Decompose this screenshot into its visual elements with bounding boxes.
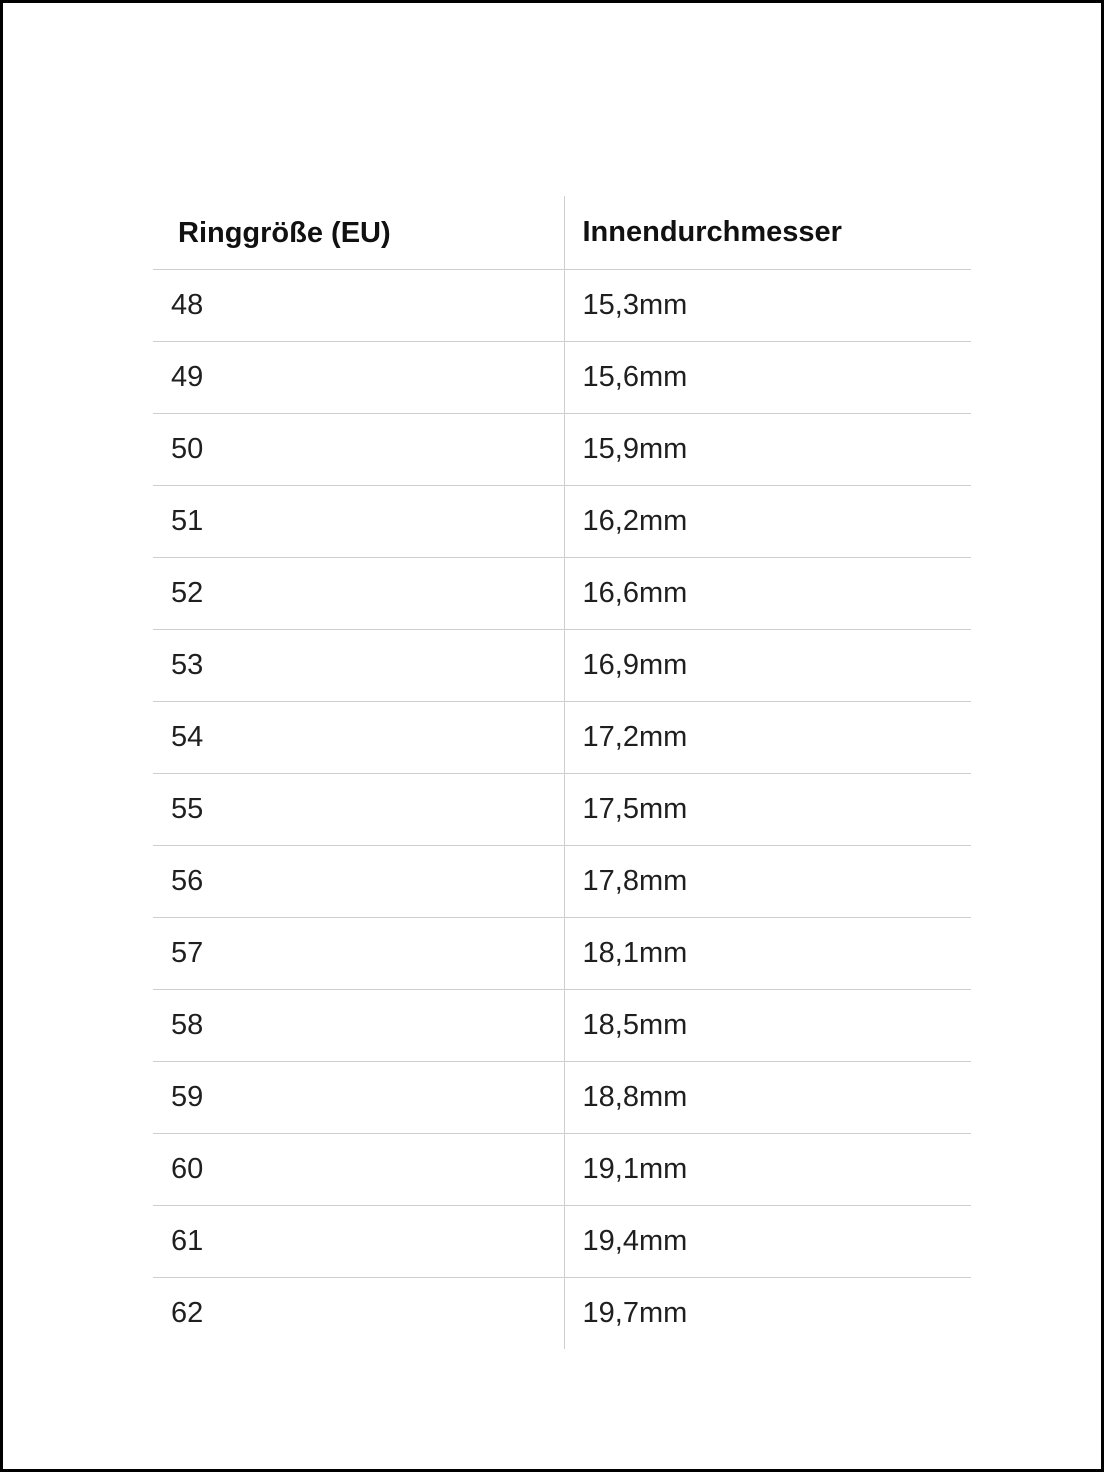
table-row xyxy=(153,1134,971,1206)
cell-ring-size: 50 xyxy=(153,414,564,486)
cell-ring-size: 52 xyxy=(153,558,564,630)
cell-inner-diameter: 18,5mm xyxy=(564,990,971,1062)
table-header-row xyxy=(153,196,971,270)
table-row xyxy=(153,702,971,774)
cell-ring-size: 55 xyxy=(153,774,564,846)
table-row xyxy=(153,1206,971,1278)
table-row xyxy=(153,270,971,342)
cell-ring-size: 62 xyxy=(171,1297,204,1329)
cell-inner-diameter: 18,8mm xyxy=(564,1062,971,1134)
cell-ring-size: 57 xyxy=(153,918,564,990)
table-row xyxy=(153,774,971,846)
cell-inner-diameter: 18,1mm xyxy=(564,918,971,990)
header-inner-diameter: Innendurchmesser xyxy=(564,196,971,270)
cell-ring-size: 59 xyxy=(153,1062,564,1134)
cell-ring-size: 51 xyxy=(153,486,564,558)
cell-inner-diameter: 15,6mm xyxy=(564,342,971,414)
cell-ring-size: 49 xyxy=(153,342,564,414)
table-row xyxy=(153,486,971,558)
cell-inner-diameter: 19,7mm xyxy=(564,1278,971,1350)
cell-inner-diameter: 15,9mm xyxy=(564,414,971,486)
cell-inner-diameter: 17,5mm xyxy=(564,774,971,846)
table-row xyxy=(153,918,971,990)
cell-inner-diameter: 16,2mm xyxy=(564,486,971,558)
table-row xyxy=(153,342,971,414)
cell-ring-size: 58 xyxy=(153,990,564,1062)
cell-ring-size: 53 xyxy=(153,630,564,702)
cell-ring-size: 60 xyxy=(153,1134,564,1206)
table-body xyxy=(153,270,971,1350)
cell-inner-diameter: 19,4mm xyxy=(564,1206,971,1278)
cell-inner-diameter: 16,9mm xyxy=(564,630,971,702)
table-row xyxy=(153,630,971,702)
cell-inner-diameter: 17,8mm xyxy=(564,846,971,918)
ring-size-table xyxy=(153,196,971,1349)
table-row xyxy=(153,846,971,918)
cell-ring-size: 56 xyxy=(153,846,564,918)
cell-inner-diameter: 15,3mm xyxy=(564,270,971,342)
table-row xyxy=(153,558,971,630)
cell-ring-size: 54 xyxy=(153,702,564,774)
table-row xyxy=(153,1062,971,1134)
header-ring-size: Ringgröße (EU) xyxy=(153,196,564,270)
cell-ring-size: 48 xyxy=(153,270,564,342)
cell-ring-size: 61 xyxy=(153,1206,564,1278)
table-row xyxy=(153,1278,971,1350)
cell-inner-diameter: 17,2mm xyxy=(564,702,971,774)
table-row xyxy=(153,414,971,486)
table-row xyxy=(153,990,971,1062)
cell-inner-diameter: 16,6mm xyxy=(564,558,971,630)
cell-inner-diameter: 19,1mm xyxy=(564,1134,971,1206)
